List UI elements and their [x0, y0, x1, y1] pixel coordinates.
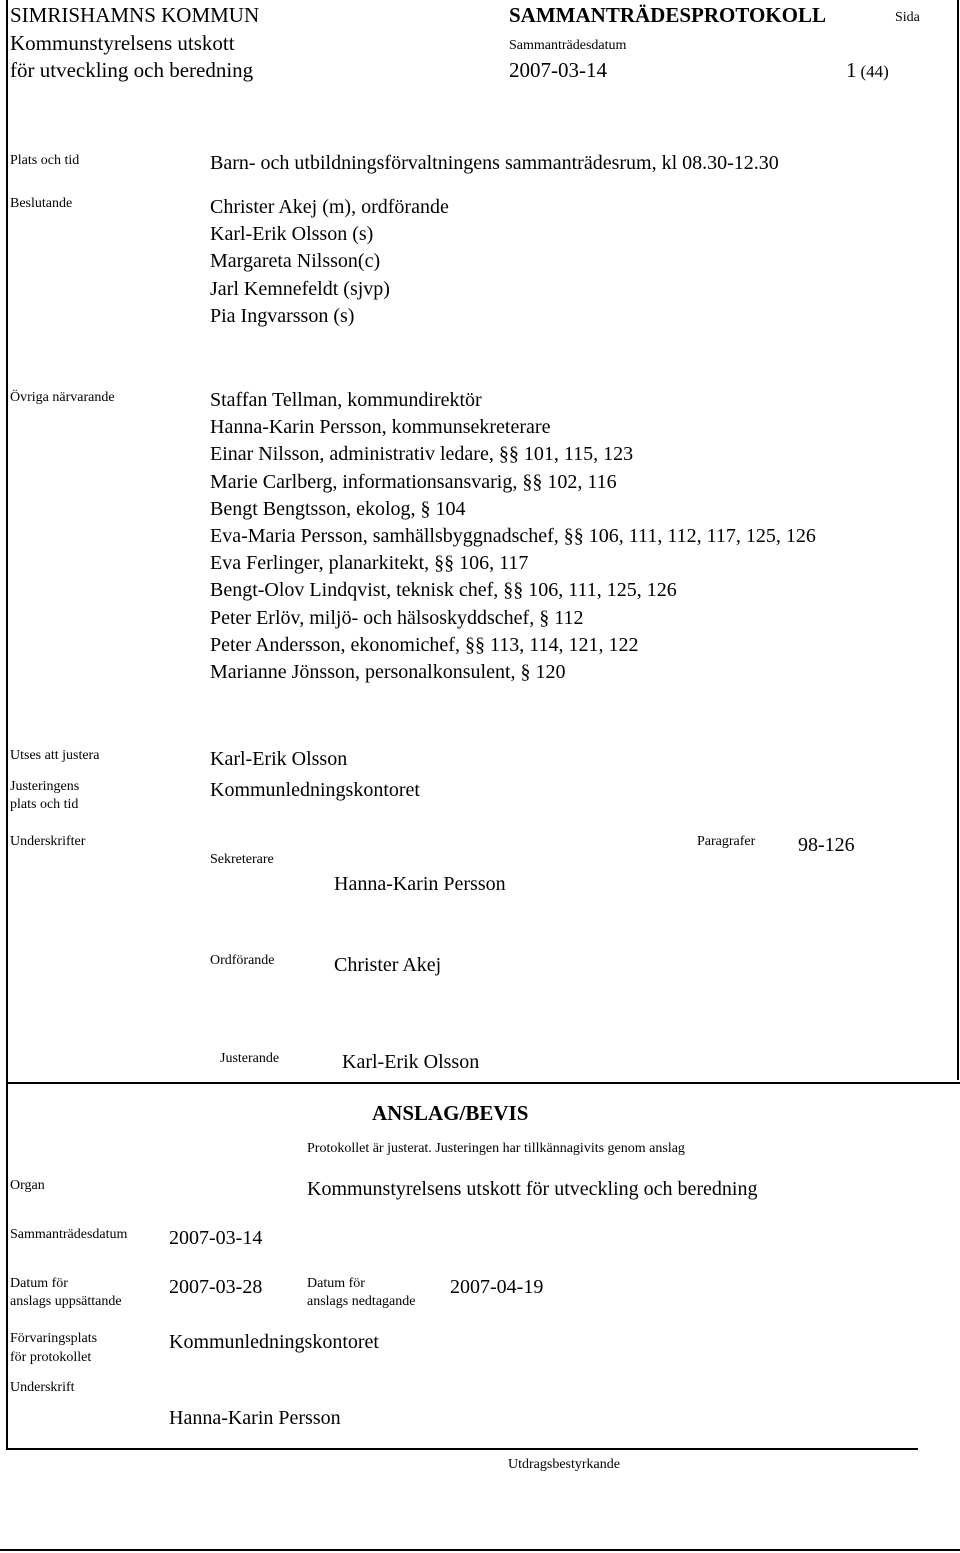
deciding-member: Jarl Kemnefeldt (sjvp) — [210, 277, 390, 300]
page-indicator — [846, 58, 889, 82]
page-total: (44) — [860, 62, 889, 81]
storage-place: Kommunledningskontoret — [169, 1331, 379, 1353]
notice-intro: Protokollet är justerat. Justeringen har tillkännagivits genom anslag — [307, 1141, 685, 1156]
adjuster-appointed-label: Utses att justera — [10, 748, 100, 763]
removed-date: 2007-04-19 — [450, 1276, 544, 1298]
adjustment-place-label-2: plats och tid — [10, 797, 79, 812]
page-label: Sida — [895, 10, 920, 25]
others-present-label: Övriga närvarande — [10, 390, 115, 405]
notice-meeting-date: 2007-03-14 — [169, 1227, 263, 1249]
footer-rule — [0, 1549, 960, 1551]
bottom-rule — [6, 1448, 918, 1450]
deciding-member: Margareta Nilsson(c) — [210, 250, 381, 273]
chair-name: Christer Akej — [334, 954, 442, 976]
attendee: Peter Andersson, ekonomichef, §§ 113, 114, 121, 122 — [210, 633, 639, 656]
posted-date-label-1: Datum för — [10, 1276, 68, 1291]
others-present-list — [210, 387, 816, 686]
secretary-label: Sekreterare — [210, 852, 274, 867]
deciding-member: Pia Ingvarsson (s) — [210, 304, 355, 327]
attendee: Bengt-Olov Lindqvist, teknisk chef, §§ 106, 111, 125, 126 — [210, 579, 677, 602]
place-time: Barn- och utbildningsförvaltningens sammanträdesrum, kl 08.30-12.30 — [210, 152, 779, 174]
place-time-label: Plats och tid — [10, 153, 80, 168]
organ-name: Kommunstyrelsens utskott för utveckling och beredning — [307, 1178, 758, 1200]
attendee: Peter Erlöv, miljö- och hälsoskyddschef, § 112 — [210, 606, 584, 629]
attendee: Einar Nilsson, administrativ ledare, §§ 101, 115, 123 — [210, 443, 634, 466]
adjuster-label: Justerande — [220, 1051, 280, 1066]
paragraphs-range: 98-126 — [798, 834, 855, 856]
committee-name: Kommunstyrelsens utskott — [10, 31, 235, 55]
page-number: 1 — [846, 58, 857, 82]
adjuster-name: Karl-Erik Olsson — [342, 1051, 480, 1073]
signature-label: Underskrift — [10, 1380, 75, 1395]
municipality-name: SIMRISHAMNS KOMMUN — [10, 3, 260, 27]
adjustment-place-label-1: Justeringens — [10, 779, 80, 794]
document-type: SAMMANTRÄDESPROTOKOLL — [509, 3, 826, 27]
deciding-member: Christer Akej (m), ordförande — [210, 196, 449, 218]
right-border — [957, 0, 959, 1080]
posted-date-label-2: anslags uppsättande — [10, 1294, 122, 1309]
deciding-member: Karl-Erik Olsson (s) — [210, 223, 374, 246]
meeting-date-label: Sammanträdesdatum — [509, 38, 627, 53]
paragraphs-label: Paragrafer — [697, 834, 756, 849]
extract-certification-label: Utdragsbestyrkande — [508, 1457, 620, 1472]
committee-subtitle: för utveckling och beredning — [10, 58, 254, 82]
secretary-name: Hanna-Karin Persson — [334, 873, 506, 895]
removed-date-label-2: anslags nedtagande — [307, 1294, 416, 1309]
deciding-list — [210, 194, 449, 330]
attendee: Marie Carlberg, informationsansvarig, §§ 102, 116 — [210, 470, 617, 493]
notice-divider — [6, 1082, 960, 1084]
meeting-date: 2007-03-14 — [509, 58, 607, 82]
storage-label-1: Förvaringsplats — [10, 1331, 98, 1346]
attendee: Eva-Maria Persson, samhällsbyggnadschef, §§ 106, 111, 112, 117, 125, 126 — [210, 525, 816, 548]
notice-title: ANSLAG/BEVIS — [372, 1101, 529, 1125]
attendee: Marianne Jönsson, personalkonsulent, § 120 — [210, 661, 566, 684]
chair-label: Ordförande — [210, 953, 275, 968]
posted-date: 2007-03-28 — [169, 1276, 263, 1298]
adjuster-appointed: Karl-Erik Olsson — [210, 748, 348, 770]
attendee: Staffan Tellman, kommundirektör — [210, 389, 482, 411]
signatures-label: Underskrifter — [10, 834, 86, 849]
attendee: Bengt Bengtsson, ekolog, § 104 — [210, 497, 466, 520]
attendee: Eva Ferlinger, planarkitekt, §§ 106, 117 — [210, 552, 529, 575]
removed-date-label-1: Datum för — [307, 1276, 365, 1291]
signature-name: Hanna-Karin Persson — [169, 1407, 341, 1429]
attendee: Hanna-Karin Persson, kommunsekreterare — [210, 416, 551, 439]
notice-meeting-date-label: Sammanträdesdatum — [10, 1227, 128, 1242]
left-border — [6, 0, 8, 1450]
adjustment-place: Kommunledningskontoret — [210, 779, 420, 801]
organ-label: Organ — [10, 1178, 45, 1193]
deciding-label: Beslutande — [10, 196, 73, 211]
storage-label-2: för protokollet — [10, 1350, 92, 1365]
